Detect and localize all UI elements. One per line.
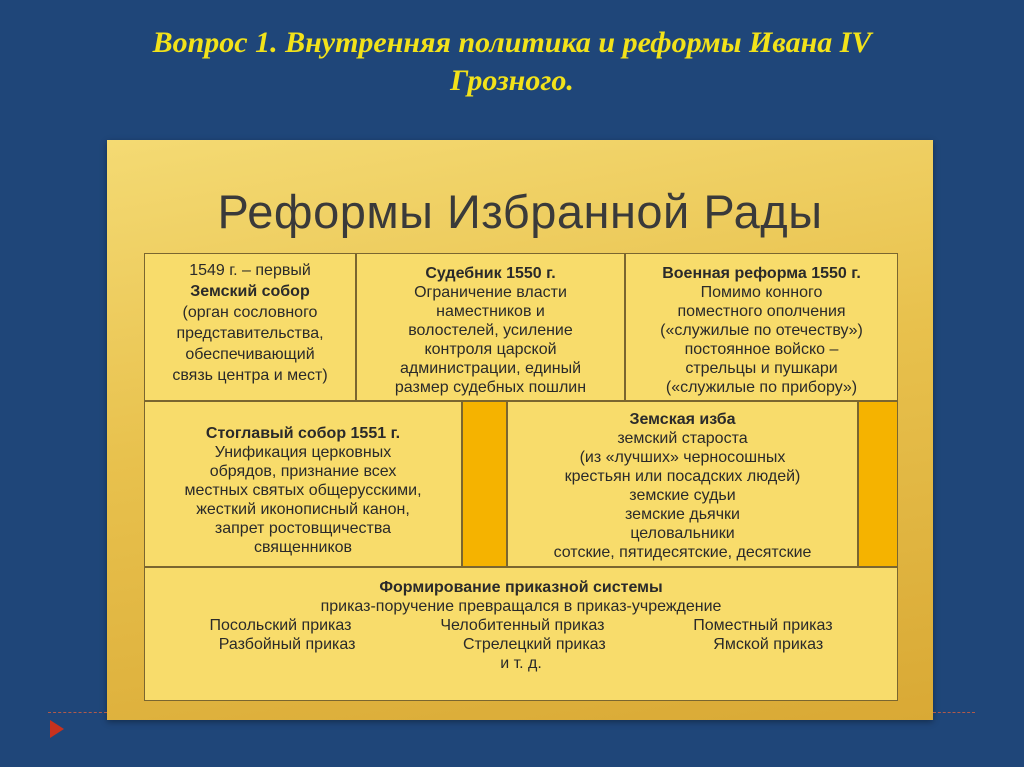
prikaz-title: Формирование приказной системы: [379, 579, 663, 596]
voennaya-reforma-cell: [625, 253, 898, 401]
zemskaya-izba-text: сотские, пятидесятские, десятские: [553, 544, 812, 561]
voennaya-reforma-text: («служилые по прибору»): [665, 379, 858, 396]
slide-title-line2: Грозного.: [450, 64, 574, 97]
stoglav-text: жесткий иконописный канон,: [196, 501, 410, 518]
stoglav-text: обрядов, признание всех: [209, 463, 397, 480]
zemsky-sobor-text: (орган сословного: [182, 304, 318, 321]
prikaz-row: [145, 635, 897, 654]
sudebnik-text: администрации, единый: [399, 360, 582, 377]
slide-title-line1: Вопрос 1. Внутренняя политика и реформы Ивана IV: [152, 26, 872, 59]
reforms-panel: [107, 140, 933, 720]
prikaz-item: Челобитенный приказ: [440, 617, 605, 634]
prikaz-item: Посольский приказ: [209, 617, 352, 634]
sudebnik-text: Ограничение власти: [414, 284, 567, 301]
zemsky-sobor-text: связь центра и мест): [172, 367, 328, 384]
prikaz-row: [145, 616, 897, 635]
voennaya-reforma-text: Помимо конного: [700, 284, 823, 301]
zemskaya-izba-text: земские судьи: [629, 487, 736, 504]
zemsky-sobor-text: представительства,: [176, 325, 324, 342]
prikaz-item: Поместный приказ: [693, 617, 833, 634]
zemskaya-izba-text: крестьян или посадских людей): [564, 468, 801, 485]
prikaz-item: Разбойный приказ: [218, 636, 356, 653]
slide-title: [60, 24, 964, 100]
sudebnik-title: Судебник 1550 г.: [425, 265, 556, 282]
divider-line: [48, 712, 107, 713]
sudebnik-text: размер судебных пошлин: [394, 379, 587, 396]
stoglav-text: запрет ростовщичества: [214, 520, 392, 537]
prikaz-item: Ямской приказ: [713, 636, 824, 653]
sudebnik-cell: [356, 253, 625, 401]
stoglav-text: местных святых общерусскими,: [184, 482, 422, 499]
zemskaya-izba-text: (из «лучших» черносошных: [579, 449, 786, 466]
zemskaya-izba-cell: [507, 401, 858, 567]
sudebnik-text: волостелей, усиление: [408, 322, 573, 339]
stoglav-text: священников: [253, 539, 353, 556]
divider-line: [933, 712, 975, 713]
zemskaya-izba-text: земский староста: [617, 430, 748, 447]
panel-heading: Реформы Избранной Рады: [217, 185, 823, 238]
zemsky-sobor-cell: [144, 253, 356, 401]
prikaz-item: Стрелецкий приказ: [462, 636, 606, 653]
voennaya-reforma-text: постоянное войско –: [684, 341, 839, 358]
zemsky-sobor-title: Земский собор: [190, 283, 310, 300]
sudebnik-text: контроля царской: [424, 341, 557, 358]
zemskaya-izba-text: земские дьячки: [625, 506, 740, 523]
prikaz-cell: [144, 567, 898, 701]
prikaz-subtitle: приказ-поручение превращался в приказ-учреждение: [320, 598, 722, 615]
zemsky-sobor-text: обеспечивающий: [185, 346, 315, 363]
voennaya-reforma-text: («служилые по отечеству»): [660, 322, 863, 339]
zemskaya-izba-title: Земская изба: [629, 411, 736, 428]
stoglav-text: Унификация церковных: [214, 444, 392, 461]
voennaya-reforma-text: поместного ополчения: [677, 303, 846, 320]
sudebnik-text: наместников и: [436, 303, 545, 320]
zemskaya-izba-text: целовальники: [630, 525, 735, 542]
voennaya-reforma-title: Военная реформа 1550 г.: [662, 265, 861, 282]
prikaz-etc: и т. д.: [500, 655, 542, 672]
orange-accent-bar: [858, 401, 898, 567]
stoglav-title: Стоглавый собор 1551 г.: [205, 425, 401, 442]
reforms-grid: [144, 253, 898, 701]
orange-accent-bar: [462, 401, 507, 567]
stoglav-cell: [144, 401, 462, 567]
voennaya-reforma-text: стрельцы и пушкари: [685, 360, 838, 377]
zemsky-sobor-date: 1549 г. – первый: [189, 262, 311, 279]
triangle-bullet-icon: [50, 720, 64, 738]
